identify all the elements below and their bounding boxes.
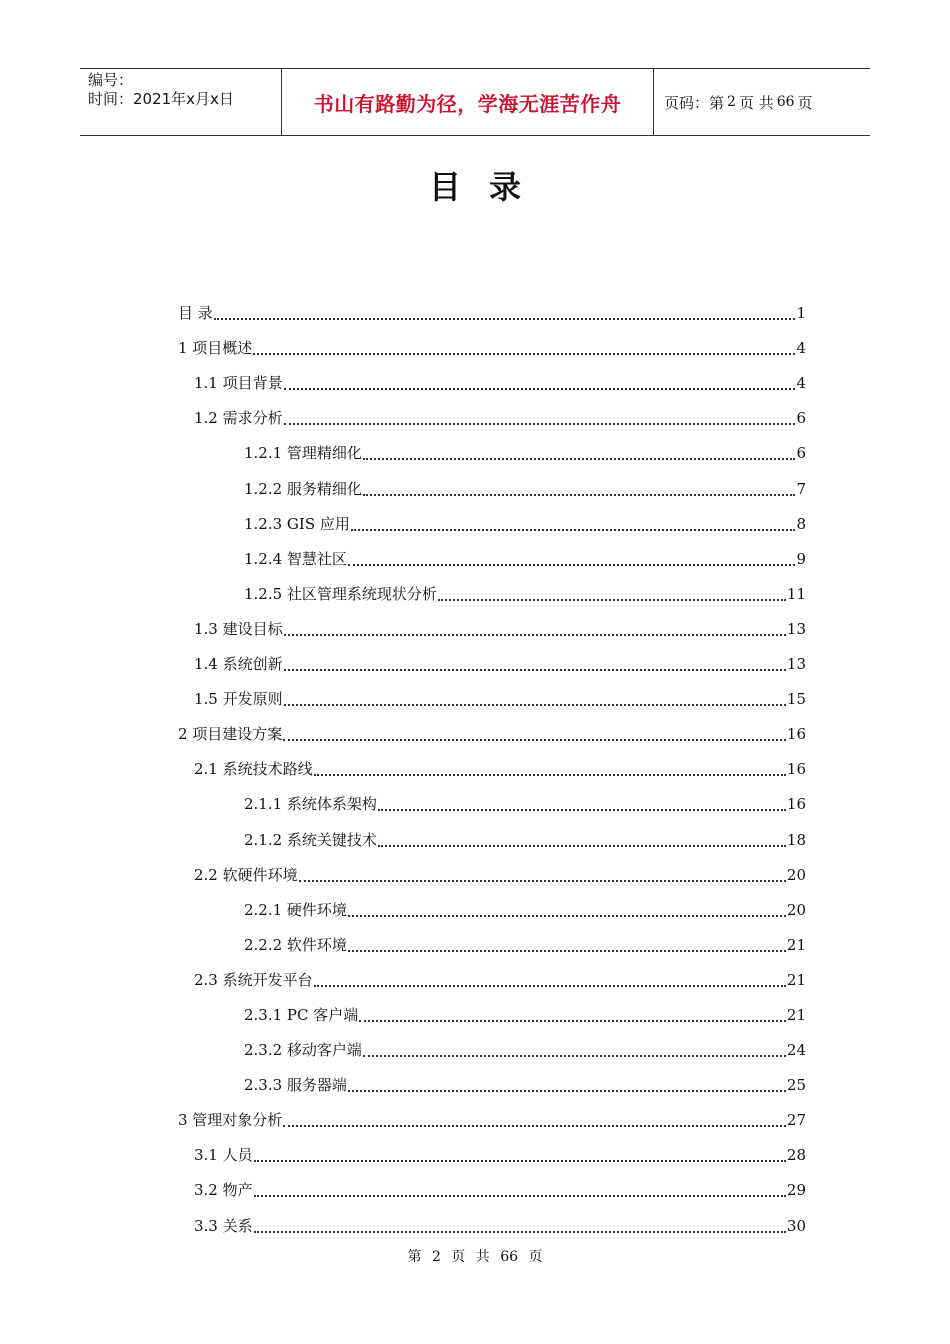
- toc-entry-page: 28: [786, 1146, 806, 1165]
- toc-entry-page: 16: [786, 760, 806, 779]
- toc-entry[interactable]: [178, 1098, 806, 1133]
- toc-dot-leader: [314, 985, 786, 987]
- toc-entry-label: 1.2.3 GIS 应用: [244, 514, 350, 533]
- toc-dot-leader: [359, 1020, 786, 1022]
- toc-dot-leader: [348, 564, 796, 566]
- page-suffix: 页: [797, 93, 813, 112]
- toc-dot-leader: [348, 1090, 786, 1092]
- toc-entry-page: 16: [786, 725, 806, 744]
- toc-entry[interactable]: [178, 1203, 806, 1238]
- toc-entry-page: 9: [796, 549, 806, 568]
- toc-entry-page: 4: [796, 339, 806, 358]
- toc-dot-leader: [348, 915, 786, 917]
- toc-entry[interactable]: [178, 466, 806, 501]
- toc-entry-page: 16: [786, 795, 806, 814]
- toc-entry[interactable]: [178, 537, 806, 572]
- toc-entry[interactable]: [178, 817, 806, 852]
- toc-entry-label: 2.3 系统开发平台: [194, 970, 313, 989]
- page-footer: 第 2 页 共 66 页: [407, 1249, 543, 1265]
- toc-entry-label: 2.3.1 PC 客户端: [244, 1005, 359, 1024]
- toc-entry-label: 2.3.2 移动客户端: [244, 1041, 362, 1060]
- page-current: 2: [727, 94, 736, 110]
- toc-dot-leader: [363, 494, 796, 496]
- toc-entry-page: 18: [786, 830, 806, 849]
- toc-dot-leader: [284, 423, 796, 425]
- toc-entry-label: 2.1.1 系统体系架构: [244, 795, 377, 814]
- toc-dot-leader: [378, 845, 786, 847]
- toc-entry[interactable]: [178, 1028, 806, 1063]
- toc-entry-page: 21: [786, 935, 806, 954]
- toc-entry[interactable]: [178, 1063, 806, 1098]
- header-slogan: 书山有路勤为径，学海无涯苦作舟: [282, 69, 654, 135]
- page-prefix: 页码：第: [664, 93, 725, 112]
- toc-entry-label: 1.1 项目背景: [194, 374, 283, 393]
- toc-entry[interactable]: [178, 747, 806, 782]
- toc-entry-page: 7: [796, 479, 806, 498]
- toc-entry[interactable]: [178, 677, 806, 712]
- toc-entry-page: 29: [786, 1181, 806, 1200]
- toc-entry-label: 2.1.2 系统关键技术: [244, 830, 377, 849]
- toc-entry[interactable]: [178, 712, 806, 747]
- toc-entry[interactable]: [178, 1168, 806, 1203]
- toc-entry-label: 2.1 系统技术路线: [194, 760, 313, 779]
- toc-entry-label: 1.2.5 社区管理系统现状分析: [244, 584, 437, 603]
- toc-dot-leader: [299, 880, 786, 882]
- toc-dot-leader: [314, 774, 786, 776]
- page-header: [80, 68, 870, 136]
- toc-dot-leader: [348, 950, 786, 952]
- document-number-label: 编号：: [88, 71, 134, 89]
- toc-entry-page: 4: [796, 374, 806, 393]
- toc-entry-page: 8: [796, 514, 806, 533]
- toc-dot-leader: [254, 1231, 786, 1233]
- toc-entry-page: 20: [786, 865, 806, 884]
- toc-entry-label: 3.1 人员: [194, 1146, 253, 1165]
- toc-entry[interactable]: [178, 1133, 806, 1168]
- toc-entry-page: 24: [786, 1041, 806, 1060]
- toc-entry-label: 2.2.2 软件环境: [244, 935, 347, 954]
- document-time-label: 时间：2021年x月x日: [88, 90, 234, 108]
- toc-entry-label: 3.3 关系: [194, 1216, 253, 1235]
- toc-entry[interactable]: [178, 642, 806, 677]
- toc-entry-label: 1.2.1 管理精细化: [244, 444, 362, 463]
- toc-entry[interactable]: [178, 502, 806, 537]
- toc-entry[interactable]: [178, 853, 806, 888]
- toc-entry-page: 30: [786, 1216, 806, 1235]
- toc-entry-page: 6: [796, 409, 806, 428]
- toc-dot-leader: [363, 458, 796, 460]
- toc-entry-label: 1.3 建设目标: [194, 619, 283, 638]
- toc-entry[interactable]: [178, 923, 806, 958]
- page-mid: 页 共: [738, 93, 774, 112]
- toc-entry[interactable]: [178, 291, 806, 326]
- toc-entry[interactable]: [178, 993, 806, 1028]
- toc-entry[interactable]: [178, 431, 806, 466]
- toc-dot-leader: [254, 1160, 786, 1162]
- toc-entry-label: 1.2 需求分析: [194, 409, 283, 428]
- toc-entry-page: 21: [786, 970, 806, 989]
- toc-entry-page: 1: [796, 304, 806, 323]
- toc-entry-page: 6: [796, 444, 806, 463]
- toc-dot-leader: [283, 739, 786, 741]
- toc-dot-leader: [284, 669, 786, 671]
- toc-entry-label: 1 项目概述: [178, 339, 253, 358]
- toc-dot-leader: [284, 388, 796, 390]
- toc-dot-leader: [283, 1125, 786, 1127]
- toc-entry-label: 2.3.3 服务器端: [244, 1076, 347, 1095]
- toc-entry-label: 1.5 开发原则: [194, 690, 283, 709]
- toc-entry-label: 3 管理对象分析: [178, 1111, 283, 1130]
- toc-dot-leader: [378, 809, 786, 811]
- toc-entry-page: 27: [786, 1111, 806, 1130]
- header-page-indicator: [654, 69, 870, 135]
- toc-entry-label: 1.2.4 智慧社区: [244, 549, 347, 568]
- toc-entry-label: 1.2.2 服务精细化: [244, 479, 362, 498]
- header-info-cell: [80, 69, 282, 135]
- toc-entry-label: 2 项目建设方案: [178, 725, 283, 744]
- toc-entry-label: 1.4 系统创新: [194, 655, 283, 674]
- toc-entry[interactable]: [178, 326, 806, 361]
- toc-dot-leader: [253, 353, 795, 355]
- toc-dot-leader: [284, 704, 786, 706]
- toc-entry-page: 21: [786, 1005, 806, 1024]
- toc-dot-leader: [254, 1195, 786, 1197]
- toc-entry-page: 13: [786, 655, 806, 674]
- toc-entry[interactable]: [178, 396, 806, 431]
- toc-entry-label: 目 录: [178, 304, 213, 323]
- toc-entry-page: 15: [786, 690, 806, 709]
- toc-entry[interactable]: [178, 361, 806, 396]
- toc-entry[interactable]: [178, 888, 806, 923]
- toc-dot-leader: [351, 529, 796, 531]
- toc-entry[interactable]: [178, 572, 806, 607]
- page-total: 66: [776, 94, 795, 110]
- toc-dot-leader: [363, 1055, 786, 1057]
- table-of-contents: [178, 291, 806, 1239]
- toc-entry[interactable]: [178, 958, 806, 993]
- toc-entry-label: 2.2.1 硬件环境: [244, 900, 347, 919]
- toc-entry-page: 25: [786, 1076, 806, 1095]
- toc-dot-leader: [284, 634, 786, 636]
- toc-entry-label: 3.2 物产: [194, 1181, 253, 1200]
- toc-dot-leader: [214, 318, 796, 320]
- toc-entry[interactable]: [178, 782, 806, 817]
- toc-title: 目录: [428, 168, 549, 206]
- toc-entry[interactable]: [178, 607, 806, 642]
- toc-dot-leader: [438, 599, 786, 601]
- toc-entry-page: 13: [786, 619, 806, 638]
- toc-entry-page: 20: [786, 900, 806, 919]
- toc-entry-page: 11: [786, 584, 806, 603]
- toc-entry-label: 2.2 软硬件环境: [194, 865, 298, 884]
